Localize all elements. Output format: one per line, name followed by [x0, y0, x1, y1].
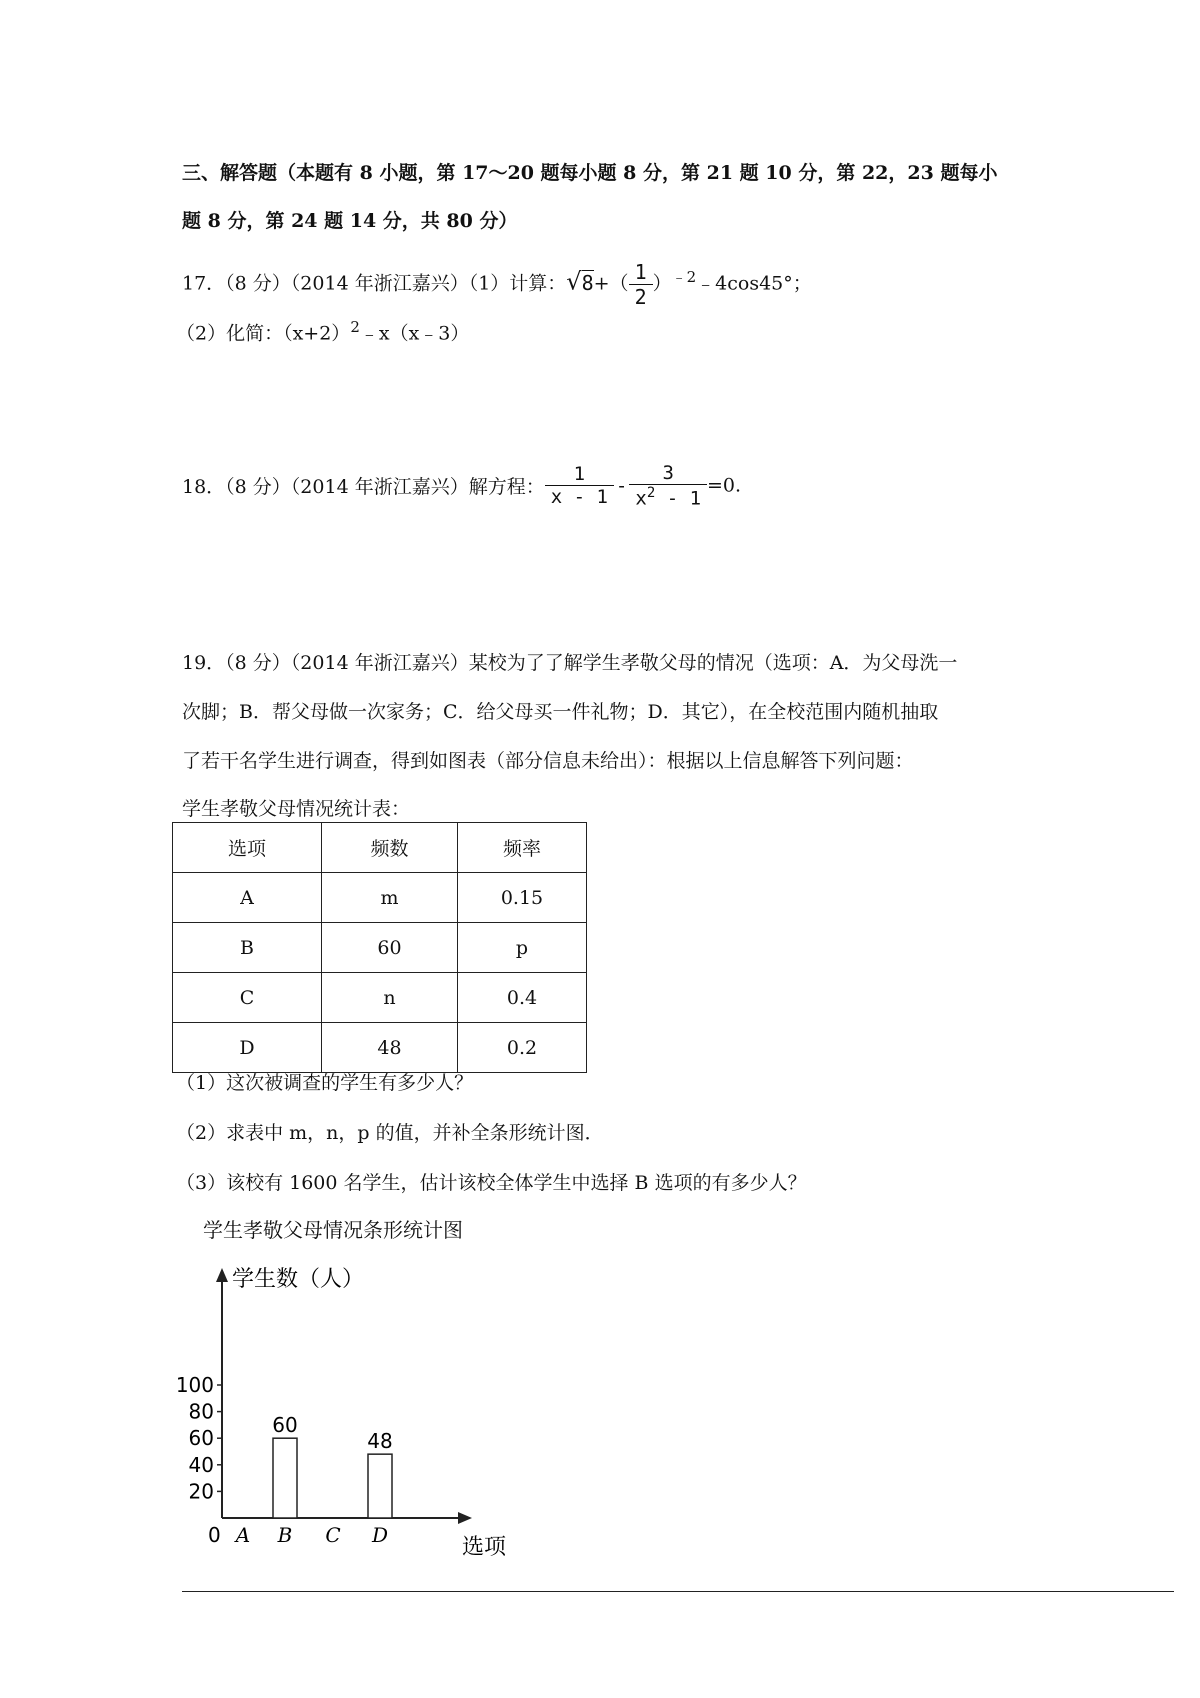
- bar: [273, 1438, 297, 1518]
- y-tick-label: 100: [175, 1373, 214, 1397]
- bar-value-label: 60: [272, 1413, 298, 1438]
- q17-part2-a: （2）化简：（x+2）: [176, 322, 351, 345]
- q17-part2-b: ﹣x（x﹣3）: [359, 322, 470, 345]
- bottom-rule: [182, 1591, 1174, 1592]
- bar-value-label: 48: [367, 1429, 393, 1454]
- y-tick-label: 40: [188, 1452, 214, 1477]
- y-tick-label: 60: [188, 1426, 214, 1451]
- table-cell: D: [173, 1023, 322, 1073]
- sqrt-symbol: √: [566, 267, 582, 296]
- q19-line1: 19．（8 分）（2014 年浙江嘉兴）某校为了了解学生孝敬父母的情况（选项：A．为父母洗一: [182, 652, 958, 674]
- section-heading-line1: 三、解答题（本题有 8 小题，第 17～20 题每小题 8 分，第 21 题 10 分，第 22，23 题每小: [182, 162, 998, 184]
- q17-tail: ﹣4cos45°；: [696, 272, 812, 295]
- table-cell: A: [173, 873, 322, 923]
- sqrt-arg: 8: [581, 270, 594, 295]
- sub-question-3: （3）该校有 1600 名学生，估计该校全体学生中选择 B 选项的有多少人？: [176, 1172, 807, 1194]
- sub-question-2: （2）求表中 m，n，p 的值，并补全条形统计图．: [176, 1122, 604, 1144]
- q18-f2-den-b: - 1: [655, 487, 702, 510]
- x-category-label: B: [277, 1523, 293, 1547]
- chart-axes: [216, 1268, 472, 1524]
- y-axis-label: 学生数（人）: [232, 1267, 365, 1292]
- section-heading-line2: 题 8 分，第 24 题 14 分，共 80 分）: [182, 210, 518, 232]
- x-axis-label: 选项: [462, 1535, 507, 1560]
- q17-prefix: 17．（8 分）（2014 年浙江嘉兴）（1）计算：: [182, 272, 567, 295]
- table-cell: m: [322, 873, 458, 923]
- chart-title: 学生孝敬父母情况条形统计图: [203, 1218, 463, 1242]
- q18-prefix: 18．（8 分）（2014 年浙江嘉兴）解方程：: [182, 476, 545, 499]
- table-cell: 48: [322, 1023, 458, 1073]
- table-cell: n: [322, 973, 458, 1023]
- table-cell: 0.2: [458, 1023, 587, 1073]
- table-cell: 0.4: [458, 973, 587, 1023]
- table-cell: 0.15: [458, 873, 587, 923]
- origin-label: 0: [208, 1523, 221, 1547]
- q17-close: ）: [652, 272, 672, 295]
- q17-part2-exp: 2: [350, 318, 360, 336]
- q18-f2-den-a: x: [635, 487, 647, 510]
- q19-line2: 次脚；B．帮父母做一次家务；C．给父母买一件礼物；D．其它），在全校范围内随机抽取: [182, 701, 939, 723]
- x-axis-arrow: [458, 1512, 472, 1524]
- q17-frac-den: 2: [629, 284, 653, 309]
- bar: [368, 1454, 392, 1518]
- y-tick-label: 80: [188, 1399, 214, 1424]
- y-axis-arrow: [216, 1268, 228, 1282]
- table-cell: C: [173, 973, 322, 1023]
- x-categories: [234, 1523, 388, 1547]
- x-category-label: D: [371, 1523, 389, 1547]
- x-category-label: C: [325, 1523, 341, 1547]
- q18-f1-num: 1: [573, 463, 586, 486]
- q17-plus: +（: [593, 272, 629, 295]
- y-tick-label: 20: [188, 1479, 214, 1504]
- table-header-cell: 选项: [173, 823, 322, 873]
- table-title: 学生孝敬父母情况统计表：: [182, 798, 411, 820]
- q18-f2-num: 3: [662, 462, 674, 484]
- x-category-label: A: [235, 1523, 251, 1547]
- q19-line3: 了若干名学生进行调查，得到如图表（部分信息未给出）：根据以上信息解答下列问题：: [182, 750, 914, 772]
- table-header-cell: 频数: [322, 823, 458, 873]
- bars: [272, 1413, 392, 1518]
- y-ticks: [176, 1373, 222, 1503]
- table-cell: 60: [322, 923, 458, 973]
- q18-tail: =0.: [707, 474, 742, 497]
- q18-minus: -: [615, 474, 628, 497]
- q17-frac-num: 1: [634, 260, 647, 284]
- q18-f1-den: x - 1: [545, 485, 614, 508]
- q17-exponent: ﹣2: [671, 268, 697, 287]
- table-cell: B: [173, 923, 322, 973]
- sub-question-1: （1）这次被调查的学生有多少人？: [176, 1072, 474, 1094]
- table-header-cell: 频率: [458, 823, 587, 873]
- q18-f2-den-exp: 2: [646, 485, 656, 501]
- table-cell: p: [458, 923, 587, 973]
